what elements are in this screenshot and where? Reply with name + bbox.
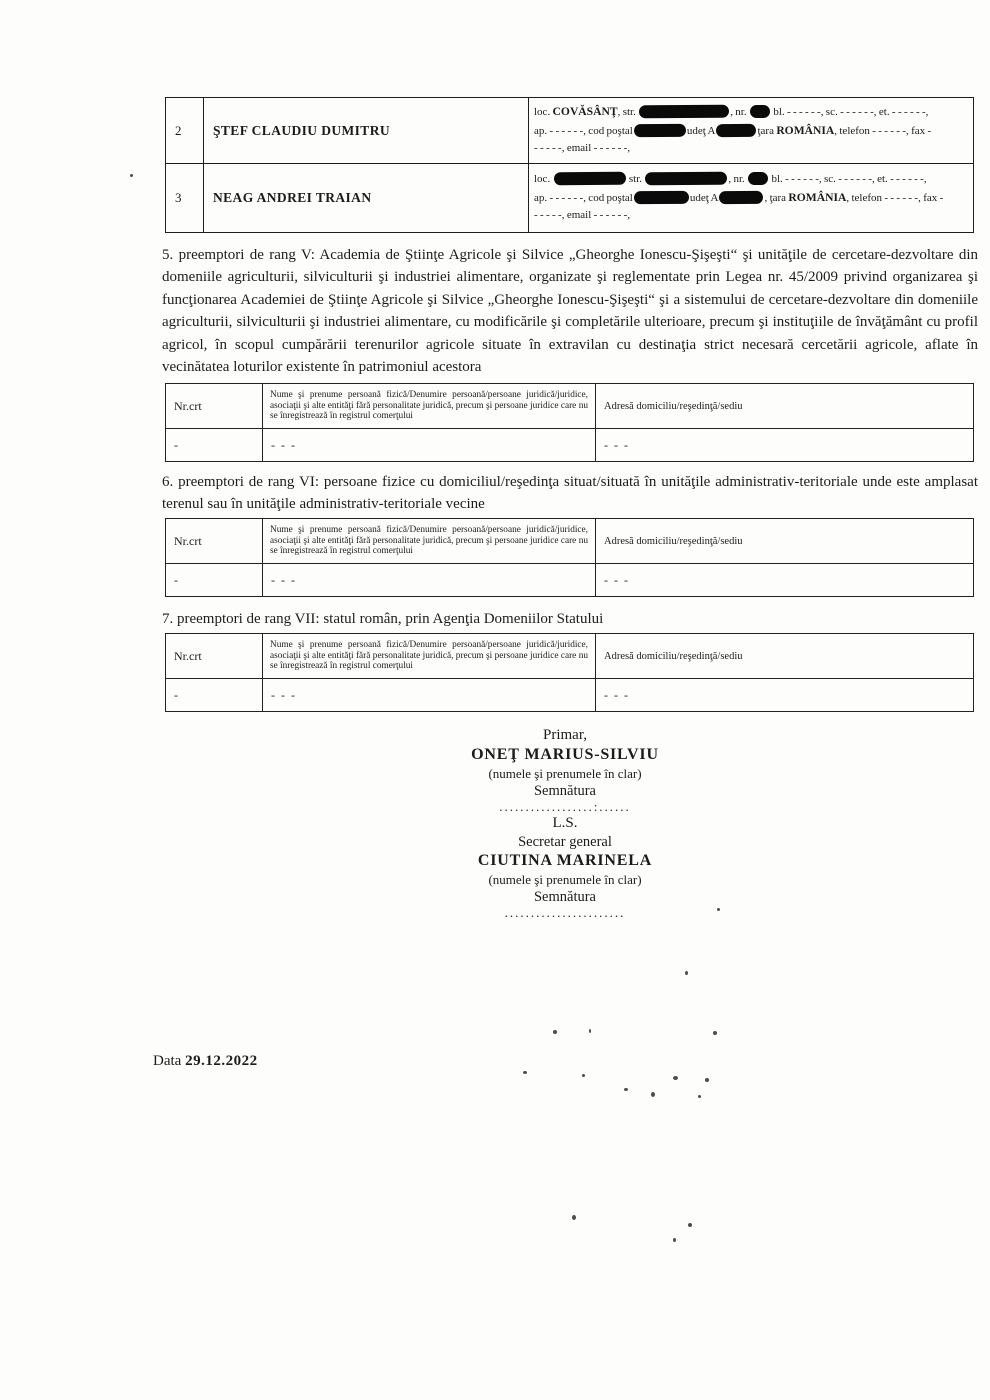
table-row bbox=[166, 429, 974, 462]
column-header-name: Nume şi prenume persoană fizică/Denumire persoană/persoane juridică/juridice, asociaţii şi alte entităţi fără personalitate juridică, precum şi persoane juridice care nu se înregistrează în registrul comerţului bbox=[263, 384, 596, 429]
seal-placeholder: L.S. bbox=[552, 815, 578, 831]
mayor-signature-label: Semnătura bbox=[533, 783, 596, 799]
table-header-row bbox=[166, 519, 974, 564]
section-heading-rank-v: 5. preemptori de rang V: Academia de Ştiinţe Agricole şi Silvice „Gheorghe Ionescu-Şişeşti“ şi unităţile de cercetare-dezvoltare din domeniile agriculturii, silviculturii şi industriei alimentare, organizate şi reglementate prin Legea nr. 45/2009 privind organizarea şi funcţionarea Academiei de Ştiinţe Agricole şi Silvice „Gheorghe Ionescu-Şişeşti“ şi a sistemului de cercetare-dezvoltare din domeniile agriculturii, silviculturii şi industriei alimentare, cu modificările şi completările ulterioare, precum şi instituţiile de învăţământ cu profil agricol, în scopul cumpărării terenurilor agricole situate în extravilan cu destinaţia strict necesară cercetării agricole, aflate în vecinătatea loturilor existente în patrimoniul acestora bbox=[162, 247, 978, 376]
cell-name: - - - bbox=[263, 429, 596, 462]
date-label: Data bbox=[153, 1053, 182, 1069]
redaction-bar bbox=[716, 124, 756, 137]
section-heading-rank-vii: 7. preemptori de rang VII: statul român, prin Agenţia Domeniilor Statului bbox=[162, 611, 604, 627]
redaction-bar bbox=[634, 124, 686, 137]
column-header-nr: Nr.crt bbox=[166, 519, 263, 564]
scan-speck bbox=[523, 1071, 527, 1074]
table-header-row bbox=[166, 634, 974, 679]
date-value: 29.12.2022 bbox=[185, 1053, 258, 1069]
scan-speck bbox=[130, 174, 133, 177]
redaction-bar bbox=[645, 172, 727, 186]
scan-speck bbox=[624, 1088, 628, 1091]
cell-nr: - bbox=[166, 429, 263, 462]
scan-speck bbox=[698, 1095, 701, 1098]
redaction-bar bbox=[748, 172, 768, 185]
buyers-table bbox=[165, 97, 974, 233]
scan-speck bbox=[553, 1030, 557, 1034]
table-row bbox=[166, 98, 974, 164]
cell-address: - - - bbox=[596, 429, 974, 462]
redaction-bar bbox=[634, 191, 689, 204]
column-header-address: Adresă domiciliu/reşedinţă/sediu bbox=[596, 634, 974, 679]
preemptors-rank-v-table bbox=[165, 383, 974, 462]
table-header-row bbox=[166, 384, 974, 429]
mayor-role: Primar, bbox=[543, 727, 587, 743]
mayor-signature-line: ..................:...... bbox=[499, 799, 631, 814]
table-row bbox=[166, 564, 974, 597]
preemptors-rank-vii-table bbox=[165, 633, 974, 712]
cell-address: - - - bbox=[596, 564, 974, 597]
redaction-bar bbox=[750, 105, 770, 118]
secretary-name-note: (numele şi prenumele în clar) bbox=[488, 872, 642, 887]
scan-speck bbox=[705, 1078, 709, 1082]
secretary-name: CIUTINA MARINELA bbox=[477, 852, 653, 869]
scan-speck bbox=[717, 908, 720, 911]
row-number: 3 bbox=[166, 164, 204, 233]
secretary-signature-line: ....................... bbox=[504, 905, 626, 920]
cell-address: - - - bbox=[596, 679, 974, 712]
redaction-bar bbox=[719, 191, 763, 204]
cell-nr: - bbox=[166, 679, 263, 712]
scan-speck bbox=[685, 971, 688, 975]
scan-speck bbox=[673, 1076, 678, 1080]
scan-speck bbox=[651, 1092, 655, 1097]
column-header-nr: Nr.crt bbox=[166, 384, 263, 429]
table-row bbox=[166, 164, 974, 233]
scan-speck bbox=[582, 1074, 585, 1077]
scan-speck bbox=[713, 1031, 717, 1035]
document-date bbox=[153, 1053, 258, 1070]
preemptors-rank-vi-table bbox=[165, 518, 974, 597]
scan-speck bbox=[688, 1223, 692, 1227]
person-address: loc. COVĂSÂNŢ, str. , nr. bl. - - - - - -, sc. - - - - - -, et. - - - - - -, ap. - - - - - -, cod poştal udeţ A ţara ROMÂNIA, telefon - - - - - -, fax - - - - - -, email - - - - - -, bbox=[529, 98, 974, 164]
redaction-bar bbox=[554, 172, 626, 186]
column-header-name: Nume şi prenume persoană fizică/Denumire persoană/persoane juridică/juridice, asociaţii şi alte entităţi fără personalitate juridică, precum şi persoane juridice care nu se înregistrează în registrul comerţului bbox=[263, 634, 596, 679]
person-address: loc. str. , nr. bl. - - - - - -, sc. - - - - - -, et. - - - - - -, ap. - - - - - -, cod poştal udeţ A , ţara ROMÂNIA, telefon - - - - - -, fax - - - - - -, email - - - - - -, bbox=[529, 164, 974, 233]
person-name: NEAG ANDREI TRAIAN bbox=[204, 164, 529, 233]
cell-name: - - - bbox=[263, 679, 596, 712]
signature-block bbox=[365, 726, 765, 920]
scan-speck bbox=[572, 1215, 576, 1220]
column-header-address: Adresă domiciliu/reşedinţă/sediu bbox=[596, 519, 974, 564]
secretary-role: Secretar general bbox=[518, 834, 612, 850]
mayor-name-note: (numele şi prenumele în clar) bbox=[488, 766, 642, 781]
cell-name: - - - bbox=[263, 564, 596, 597]
table-row bbox=[166, 679, 974, 712]
mayor-name: ONEŢ MARIUS-SILVIU bbox=[471, 746, 659, 763]
section-heading-rank-vi: 6. preemptori de rang VI: persoane fizice cu domiciliul/reşedinţa situat/situată în unităţile administrativ-teritoriale unde este amplasat terenul sau în unităţile administrativ-teritoriale vecine bbox=[162, 474, 978, 513]
person-name: ŞTEF CLAUDIU DUMITRU bbox=[204, 98, 529, 164]
column-header-name: Nume şi prenume persoană fizică/Denumire persoană/persoane juridică/juridice, asociaţii şi alte entităţi fără personalitate juridică, precum şi persoane juridice care nu se înregistrează în registrul comerţului bbox=[263, 519, 596, 564]
cell-nr: - bbox=[166, 564, 263, 597]
scan-speck bbox=[589, 1029, 591, 1033]
row-number: 2 bbox=[166, 98, 204, 164]
redaction-bar bbox=[639, 105, 729, 119]
secretary-signature-label: Semnătura bbox=[533, 889, 596, 905]
scan-speck bbox=[673, 1238, 676, 1242]
column-header-nr: Nr.crt bbox=[166, 634, 263, 679]
column-header-address: Adresă domiciliu/reşedinţă/sediu bbox=[596, 384, 974, 429]
